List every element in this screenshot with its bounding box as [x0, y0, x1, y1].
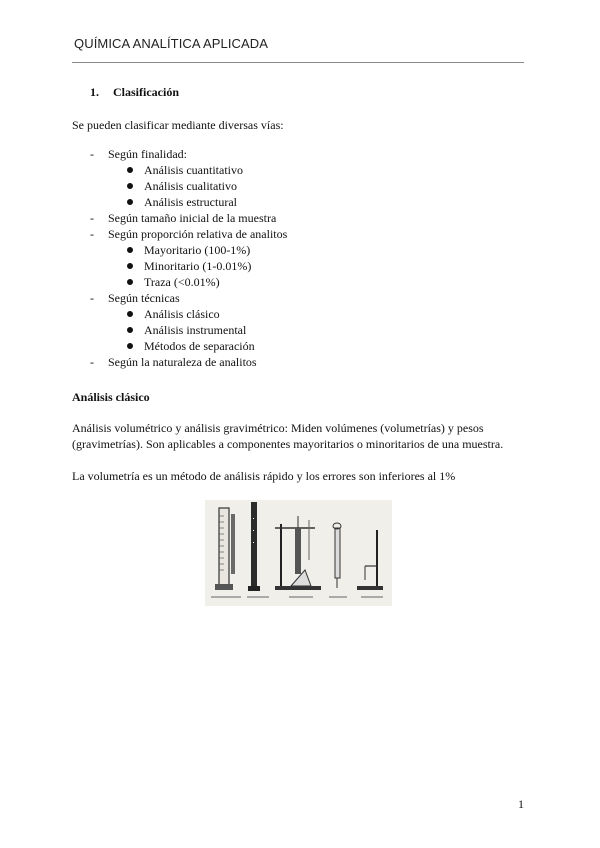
sub-item-text: Mayoritario (100-1%) [144, 243, 251, 257]
bullet-icon [127, 167, 133, 173]
list-item-finalidad [90, 146, 287, 210]
classic-analysis-heading: Análisis clásico [72, 390, 150, 404]
sub-item-text: Análisis cualitativo [144, 179, 237, 193]
header-divider [72, 62, 524, 63]
bullet-icon [127, 343, 133, 349]
lab-glassware-icon [205, 500, 392, 606]
sub-list-item [108, 162, 287, 178]
sub-item-text: Análisis instrumental [144, 323, 247, 337]
list-item-label: Según técnicas [108, 291, 180, 305]
sub-list-item [108, 306, 287, 322]
sub-item-text: Análisis clásico [144, 307, 220, 321]
list-item-label: Según tamaño inicial de la muestra [108, 211, 277, 225]
sub-list-item [108, 258, 287, 274]
page-number: 1 [518, 797, 524, 811]
list-item-label: Según finalidad: [108, 147, 187, 161]
bullet-icon [127, 263, 133, 269]
list-item-proporcion [90, 226, 287, 290]
sub-item-text: Análisis cuantitativo [144, 163, 243, 177]
volumetry-paragraph: La volumetría es un método de análisis rápido y los errores son inferiores al 1% [72, 469, 456, 483]
bullet-icon [127, 311, 133, 317]
sub-list [108, 306, 287, 354]
sub-list [108, 162, 287, 210]
lab-glassware-figure [205, 500, 392, 606]
sub-list-item [108, 274, 287, 290]
bullet-icon [127, 247, 133, 253]
dash-marker: - [90, 291, 94, 305]
dash-marker: - [90, 211, 94, 225]
bullet-icon [127, 327, 133, 333]
section-heading [90, 85, 179, 100]
dash-marker: - [90, 355, 94, 369]
bullet-icon [127, 183, 133, 189]
page-header-title: QUÍMICA ANALÍTICA APLICADA [74, 36, 269, 51]
sub-list-item [108, 242, 287, 258]
list-item-naturaleza [90, 354, 287, 370]
list-item-label: Según la naturaleza de analitos [108, 355, 257, 369]
bullet-icon [127, 199, 133, 205]
list-item-label: Según proporción relativa de analitos [108, 227, 288, 241]
sub-list-item [108, 338, 287, 354]
list-item-tamano [90, 210, 287, 226]
sub-item-text: Traza (<0.01%) [144, 275, 220, 289]
intro-paragraph: Se pueden clasificar mediante diversas vías: [72, 118, 284, 132]
dash-marker: - [90, 227, 94, 241]
sub-item-text: Análisis estructural [144, 195, 237, 209]
section-title-text: Clasificación [113, 85, 179, 99]
classic-analysis-paragraph: Análisis volumétrico y análisis gravimétrico: Miden volúmenes (volumetrías) y pesos (gravimetrías). Son aplicables a componentes mayoritarios o minoritarios de una muestra. [72, 421, 504, 451]
sub-list [108, 242, 287, 290]
sub-list-item [108, 322, 287, 338]
dash-marker: - [90, 147, 94, 161]
bullet-icon [127, 279, 133, 285]
sub-item-text: Métodos de separación [144, 339, 255, 353]
list-item-tecnicas [90, 290, 287, 354]
sub-item-text: Minoritario (1-0.01%) [144, 259, 252, 273]
sub-list-item [108, 194, 287, 210]
sub-list-item [108, 178, 287, 194]
section-number: 1. [90, 85, 99, 99]
classification-list [90, 146, 287, 370]
